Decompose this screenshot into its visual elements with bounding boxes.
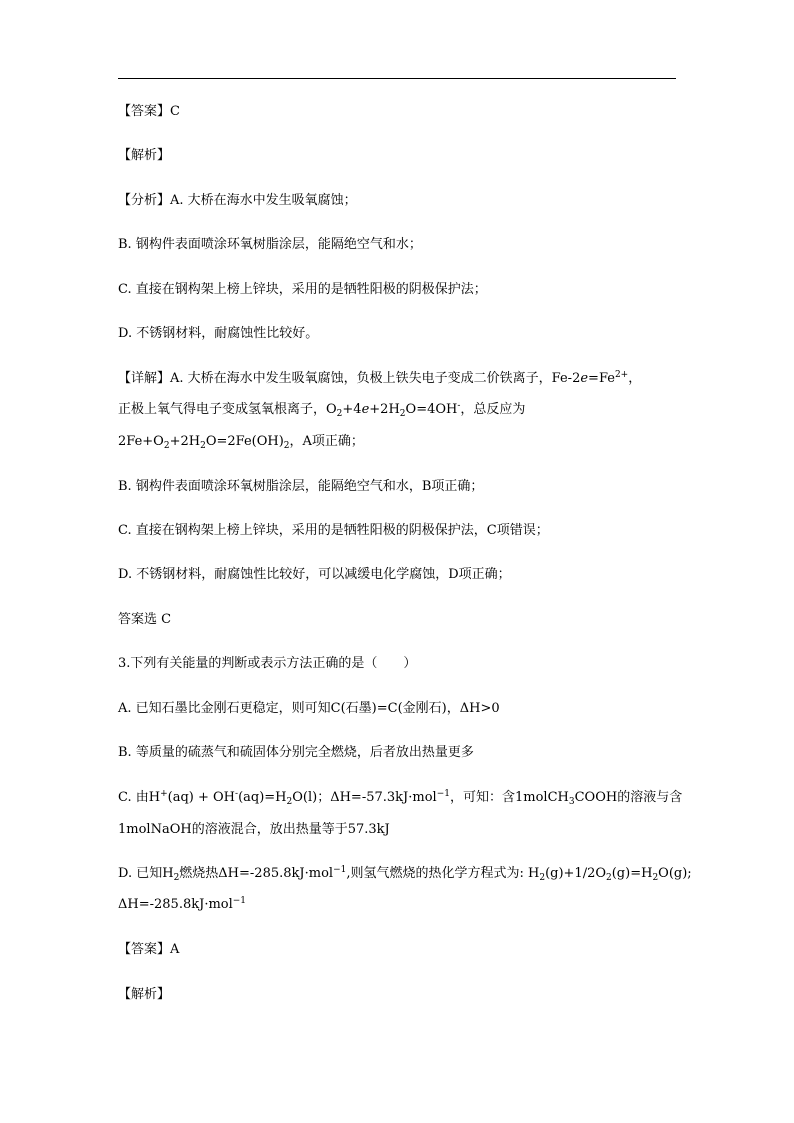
q2-fenxi-c: C. 直接在钢构架上榜上锌块，采用的是牺牲阳极的阴极保护法；: [118, 282, 487, 297]
q2-fenxi-d: D. 不锈钢材料，耐腐蚀性比较好。: [118, 326, 319, 341]
q3-option-c-line-1: C. 由$H^+(aq) + OH^-(aq)=H_2O(l)$；ΔH=-57.3kJ·mol$^{-1}$，可知：含1molCH$_3$COOH的溶液与含: [118, 789, 683, 807]
q2-answer-value: C: [170, 104, 180, 119]
q3-stem: 3.下列有关能量的判断或表示方法正确的是（ ）: [118, 656, 417, 671]
q2-detail-line-2: 正极上氧气得电子变成氢氧根离子，$O_2+4e+2H_2O=4OH^-$，总反应为: [118, 401, 526, 419]
q3-option-d-line-1: D. 已知$H_2$燃烧热ΔH=-285.8kJ·mol$^{-1}$,则氢气燃烧的热化学方程式为: $H_2(g)+1/2O_2(g)=H_2O(g)$;: [118, 865, 692, 883]
q3-option-d-line-2: ΔH=-285.8kJ·mol$^{-1}$: [118, 896, 247, 912]
q2-answer-label: 【答案】: [118, 104, 171, 119]
q2-conclusion: 答案选 C: [118, 612, 172, 627]
q3-answer-label: 【答案】: [118, 942, 171, 957]
header-rule: [118, 78, 676, 79]
q2-fenxi-line: [118, 192, 357, 210]
q2-detail-label: 【详解】: [118, 371, 171, 386]
q2-fenxi-b: B. 钢构件表面喷涂环氧树脂涂层，能隔绝空气和水；: [118, 237, 422, 252]
q3-option-b: B. 等质量的硫蒸气和硫固体分别完全燃烧，后者放出热量更多: [118, 745, 474, 760]
q2-fenxi-a: A. 大桥在海水中发生吸氧腐蚀；: [170, 193, 357, 208]
q2-answer-line: [118, 103, 180, 121]
q2-fenxi-label: 【分析】: [118, 193, 171, 208]
q3-option-c-line-2: 1molNaOH的溶液混合，放出热量等于57.3kJ: [118, 822, 390, 837]
q3-option-a: A. 已知石墨比金刚石更稳定，则可知C(石墨)=C(金刚石)，ΔH>0: [118, 701, 500, 716]
q3-answer-value: A: [170, 942, 180, 957]
q2-detail-line-3: $2Fe+O_2+2H_2O=2Fe(OH)_2$，A项正确；: [118, 434, 364, 451]
q3-answer-line: [118, 941, 179, 959]
q2-analysis-label: 【解析】: [118, 148, 171, 163]
q2-detail-c: C. 直接在钢构架上榜上锌块，采用的是牺牲阳极的阴极保护法，C项错误；: [118, 523, 549, 538]
q2-detail-d: D. 不锈钢材料，耐腐蚀性比较好，可以减缓电化学腐蚀，D项正确；: [118, 567, 511, 582]
q3-analysis-label: 【解析】: [118, 987, 171, 1002]
q2-detail-b: B. 钢构件表面喷涂环氧树脂涂层，能隔绝空气和水，B项正确；: [118, 479, 484, 494]
q2-detail-line-1: 【详解】A. 大桥在海水中发生吸氧腐蚀，负极上铁失电子变成二价铁离子，$Fe-2e=Fe^{2+}$，: [118, 370, 642, 386]
